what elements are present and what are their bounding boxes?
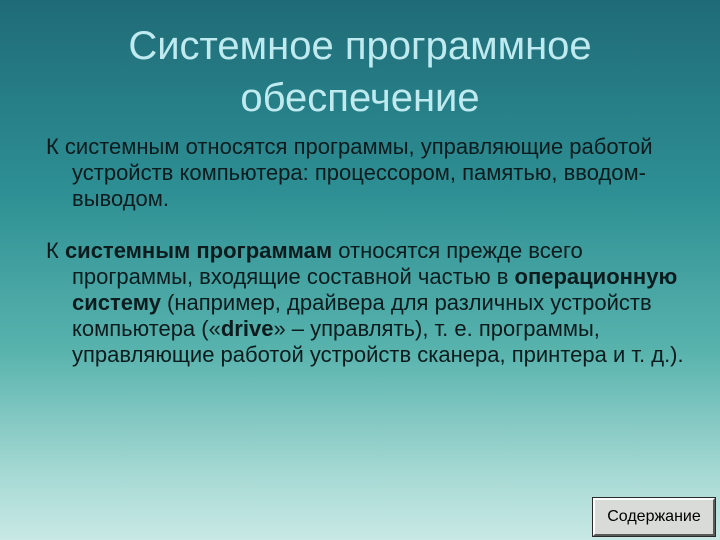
text-segment: К <box>46 238 65 263</box>
paragraph-os-programs <box>46 238 686 368</box>
text-segment: относятся прежде всего программы, входящие составной частью в <box>72 238 583 289</box>
slide-title-line-1: Системное программное <box>128 24 592 68</box>
bold-term-drive: drive <box>220 316 274 341</box>
paragraph-definition: К системным относятся программы, управляющие работой устройств компьютера: процессором, памятью, вводом-выводом. <box>46 134 653 211</box>
slide-body <box>46 134 686 368</box>
contents-button[interactable] <box>593 498 715 536</box>
slide-title-line-2: обеспечение <box>240 76 480 120</box>
slide-title <box>40 20 680 124</box>
contents-button-label: Содержание <box>607 508 701 525</box>
bold-term-system-programs: системным программам <box>64 238 333 263</box>
text-segment: » – управлять), т. е. программы, управляющие работой устройств сканера, принтера и т. д.). <box>72 316 684 367</box>
text-segment: (например, драйвера для различных устройств компьютера (« <box>72 290 652 341</box>
bold-term-operating-system: операционную систему <box>72 264 678 315</box>
